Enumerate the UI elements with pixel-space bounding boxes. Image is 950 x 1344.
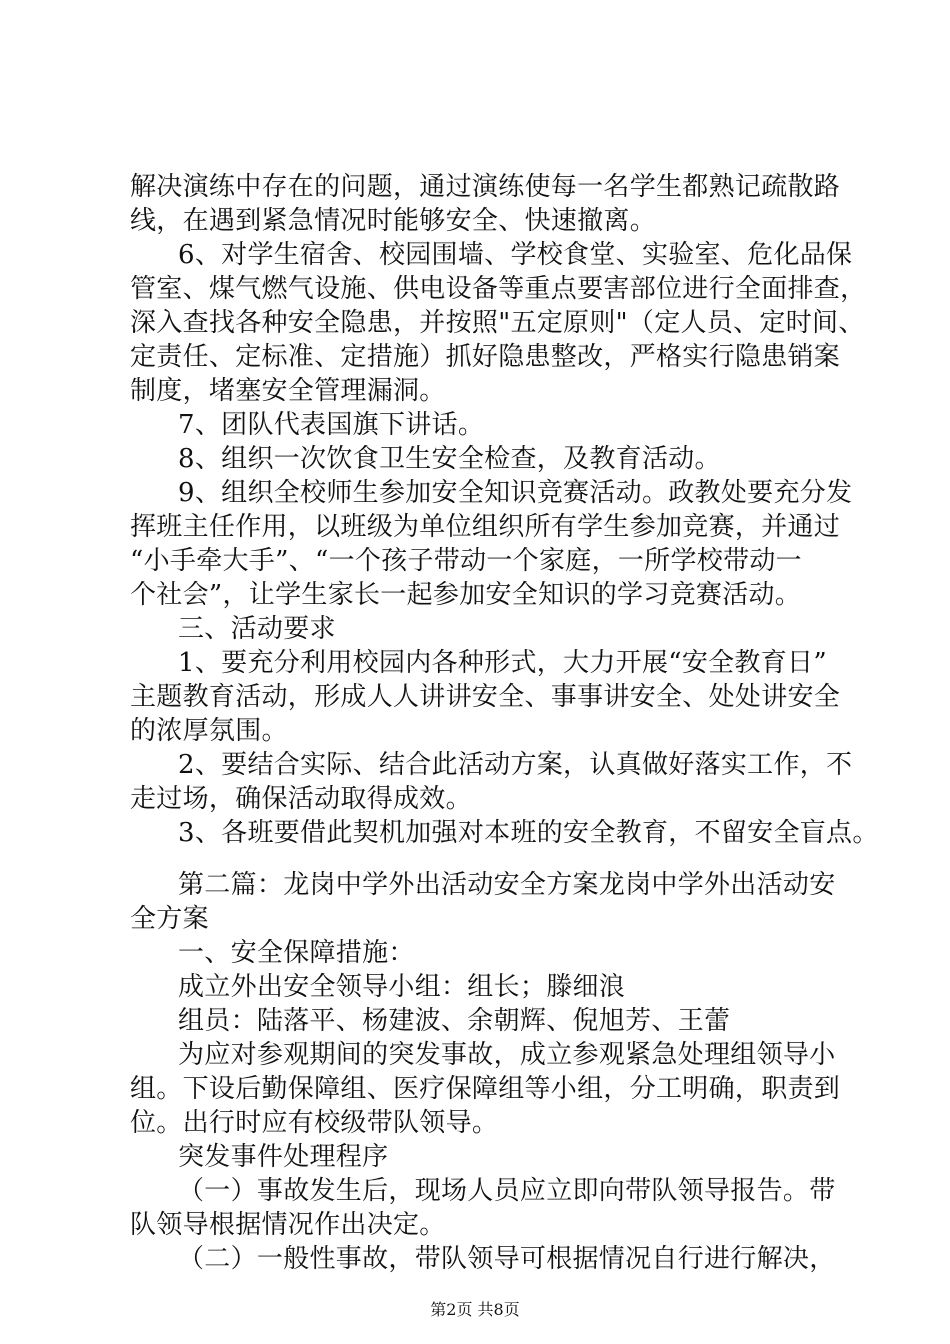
text-line: 走过场，确保活动取得成效。: [130, 784, 472, 814]
page-number-footer: 第2页 共8页: [430, 1300, 520, 1319]
text-line: 为应对参观期间的突发事故，成立参观紧急处理组领导小: [178, 1040, 836, 1070]
text-line: 主题教育活动，形成人人讲讲安全、事事讲安全、处处讲安全: [130, 682, 841, 712]
text-line: 的浓厚氛围。: [130, 716, 288, 746]
text-line: 组。下设后勤保障组、医疗保障组等小组，分工明确，职责到: [130, 1074, 841, 1104]
text-line: 8、组织一次饮食卫生安全检查，及教育活动。: [178, 444, 721, 474]
text-line: 个社会”，让学生家长一起参加安全知识的学习竞赛活动。: [130, 580, 802, 610]
text-line: 制度，堵塞安全管理漏洞。: [130, 376, 446, 406]
text-line: 管室、煤气燃气设施、供电设备等重点要害部位进行全面排查，: [130, 274, 867, 304]
text-line: 2、要结合实际、结合此活动方案，认真做好落实工作，不: [178, 750, 853, 780]
text-line: 成立外出安全领导小组：组长；滕细浪: [178, 972, 626, 1002]
text-line: 3、各班要借此契机加强对本班的安全教育，不留安全盲点。: [178, 818, 879, 848]
text-line: 解决演练中存在的问题，通过演练使每一名学生都熟记疏散路: [130, 172, 841, 202]
chapter-heading: 全方案: [130, 904, 209, 934]
text-line: 挥班主任作用，以班级为单位组织所有学生参加竞赛，并通过: [130, 512, 841, 542]
text-line: “小手牵大手”、“一个孩子带动一个家庭，一所学校带动一: [130, 546, 802, 576]
chapter-heading: 第二篇：龙岗中学外出活动安全方案龙岗中学外出活动安: [178, 870, 836, 900]
text-line: （二）一般性事故，带队领导可根据情况自行进行解决，: [178, 1244, 836, 1274]
text-line: 组员：陆落平、杨建波、余朝辉、倪旭芳、王蕾: [178, 1006, 731, 1036]
text-line: 7、团队代表国旗下讲话。: [178, 410, 485, 440]
section-heading: 三、活动要求: [178, 614, 336, 644]
text-line: 线，在遇到紧急情况时能够安全、快速撤离。: [130, 206, 657, 236]
text-line: 6、对学生宿舍、校园围墙、学校食堂、实验室、危化品保: [178, 240, 853, 270]
text-line: 突发事件处理程序: [178, 1142, 389, 1172]
text-line: （一）事故发生后，现场人员应立即向带队领导报告。带: [178, 1176, 836, 1206]
text-line: 深入查找各种安全隐患，并按照"五定原则"（定人员、定时间、: [130, 308, 865, 338]
section-heading: 一、安全保障措施：: [178, 938, 415, 968]
text-line: 定责任、定标准、定措施）抓好隐患整改，严格实行隐患销案: [130, 342, 841, 372]
text-line: 9、组织全校师生参加安全知识竞赛活动。政教处要充分发: [178, 478, 853, 508]
text-line: 位。出行时应有校级带队领导。: [130, 1108, 499, 1138]
text-line: 队领导根据情况作出决定。: [130, 1210, 446, 1240]
text-line: 1、要充分利用校园内各种形式，大力开展“安全教育日”: [178, 648, 827, 678]
